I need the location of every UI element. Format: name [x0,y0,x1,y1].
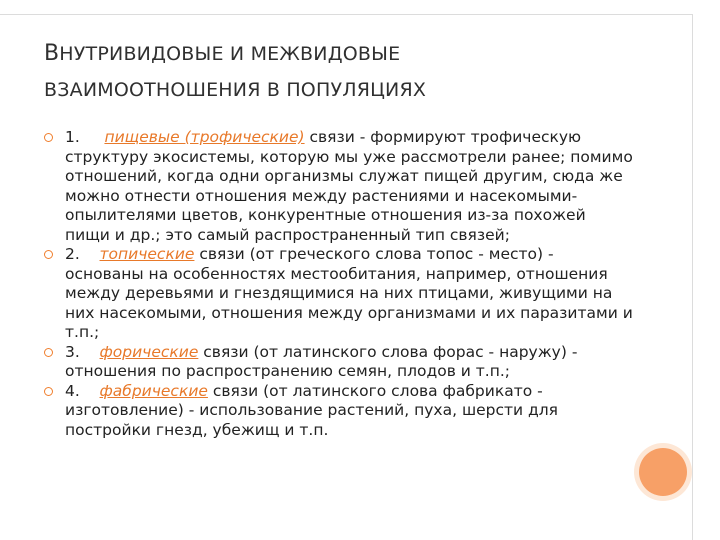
list-item [44,343,634,382]
right-border-line [692,14,693,540]
item-text: связи (от латинского слова форас - наружу) - отношения по распространению семян, плодов и т.п.; [65,342,578,380]
item-number: 4. [65,381,80,400]
item-text: связи - формируют трофическую структуру экосистемы, которую мы уже рассмотрели ранее; помимо отношений, когда одни организмы служат пищей другим, сюда же можно отнести отношения между растениями и насекомыми-опылителями цветов, конкурентные отношения из-за похожей пищи и др.; это самый распространенный тип связей; [65,128,633,244]
list-item [44,245,634,343]
title-line-2: ВЗАИМООТНОШЕНИЯ В ПОПУЛЯЦИЯХ [44,79,427,101]
item-term: пищевые (трофические) [104,128,305,146]
slide-title [44,36,664,108]
item-number: 1. [65,128,80,146]
circle-bullet-icon [44,348,53,357]
title-first-letter: В [44,41,60,66]
item-number: 2. [65,245,80,263]
item-term: форические [99,342,199,361]
list-item [44,128,634,245]
item-number: 3. [65,342,80,361]
item-text: связи (от греческого слова топос - место) - основаны на особенностях местообитания, например, отношения между деревьями и гнездящимися на них птицами, живущими на них насекомыми, отношения между организмами и их паразитами и т.п.; [65,245,633,341]
item-term: фабрические [99,381,208,400]
title-line-1 [44,36,664,72]
circle-bullet-icon [44,250,53,259]
list-item [44,382,634,441]
title-line-1-text: НУТРИВИДОВЫЕ И МЕЖВИДОВЫЕ [59,43,401,65]
item-term: топические [99,245,195,263]
decorative-orange-circle [639,448,687,496]
circle-bullet-icon [44,133,53,142]
circle-bullet-icon [44,387,53,396]
top-border-line [0,14,692,15]
item-text: связи (от латинского слова фабрикато - изготовление) - использование растений, пуха, шерсти для постройки гнезд, убежищ и т.п. [65,381,559,439]
bullet-list [44,128,634,440]
